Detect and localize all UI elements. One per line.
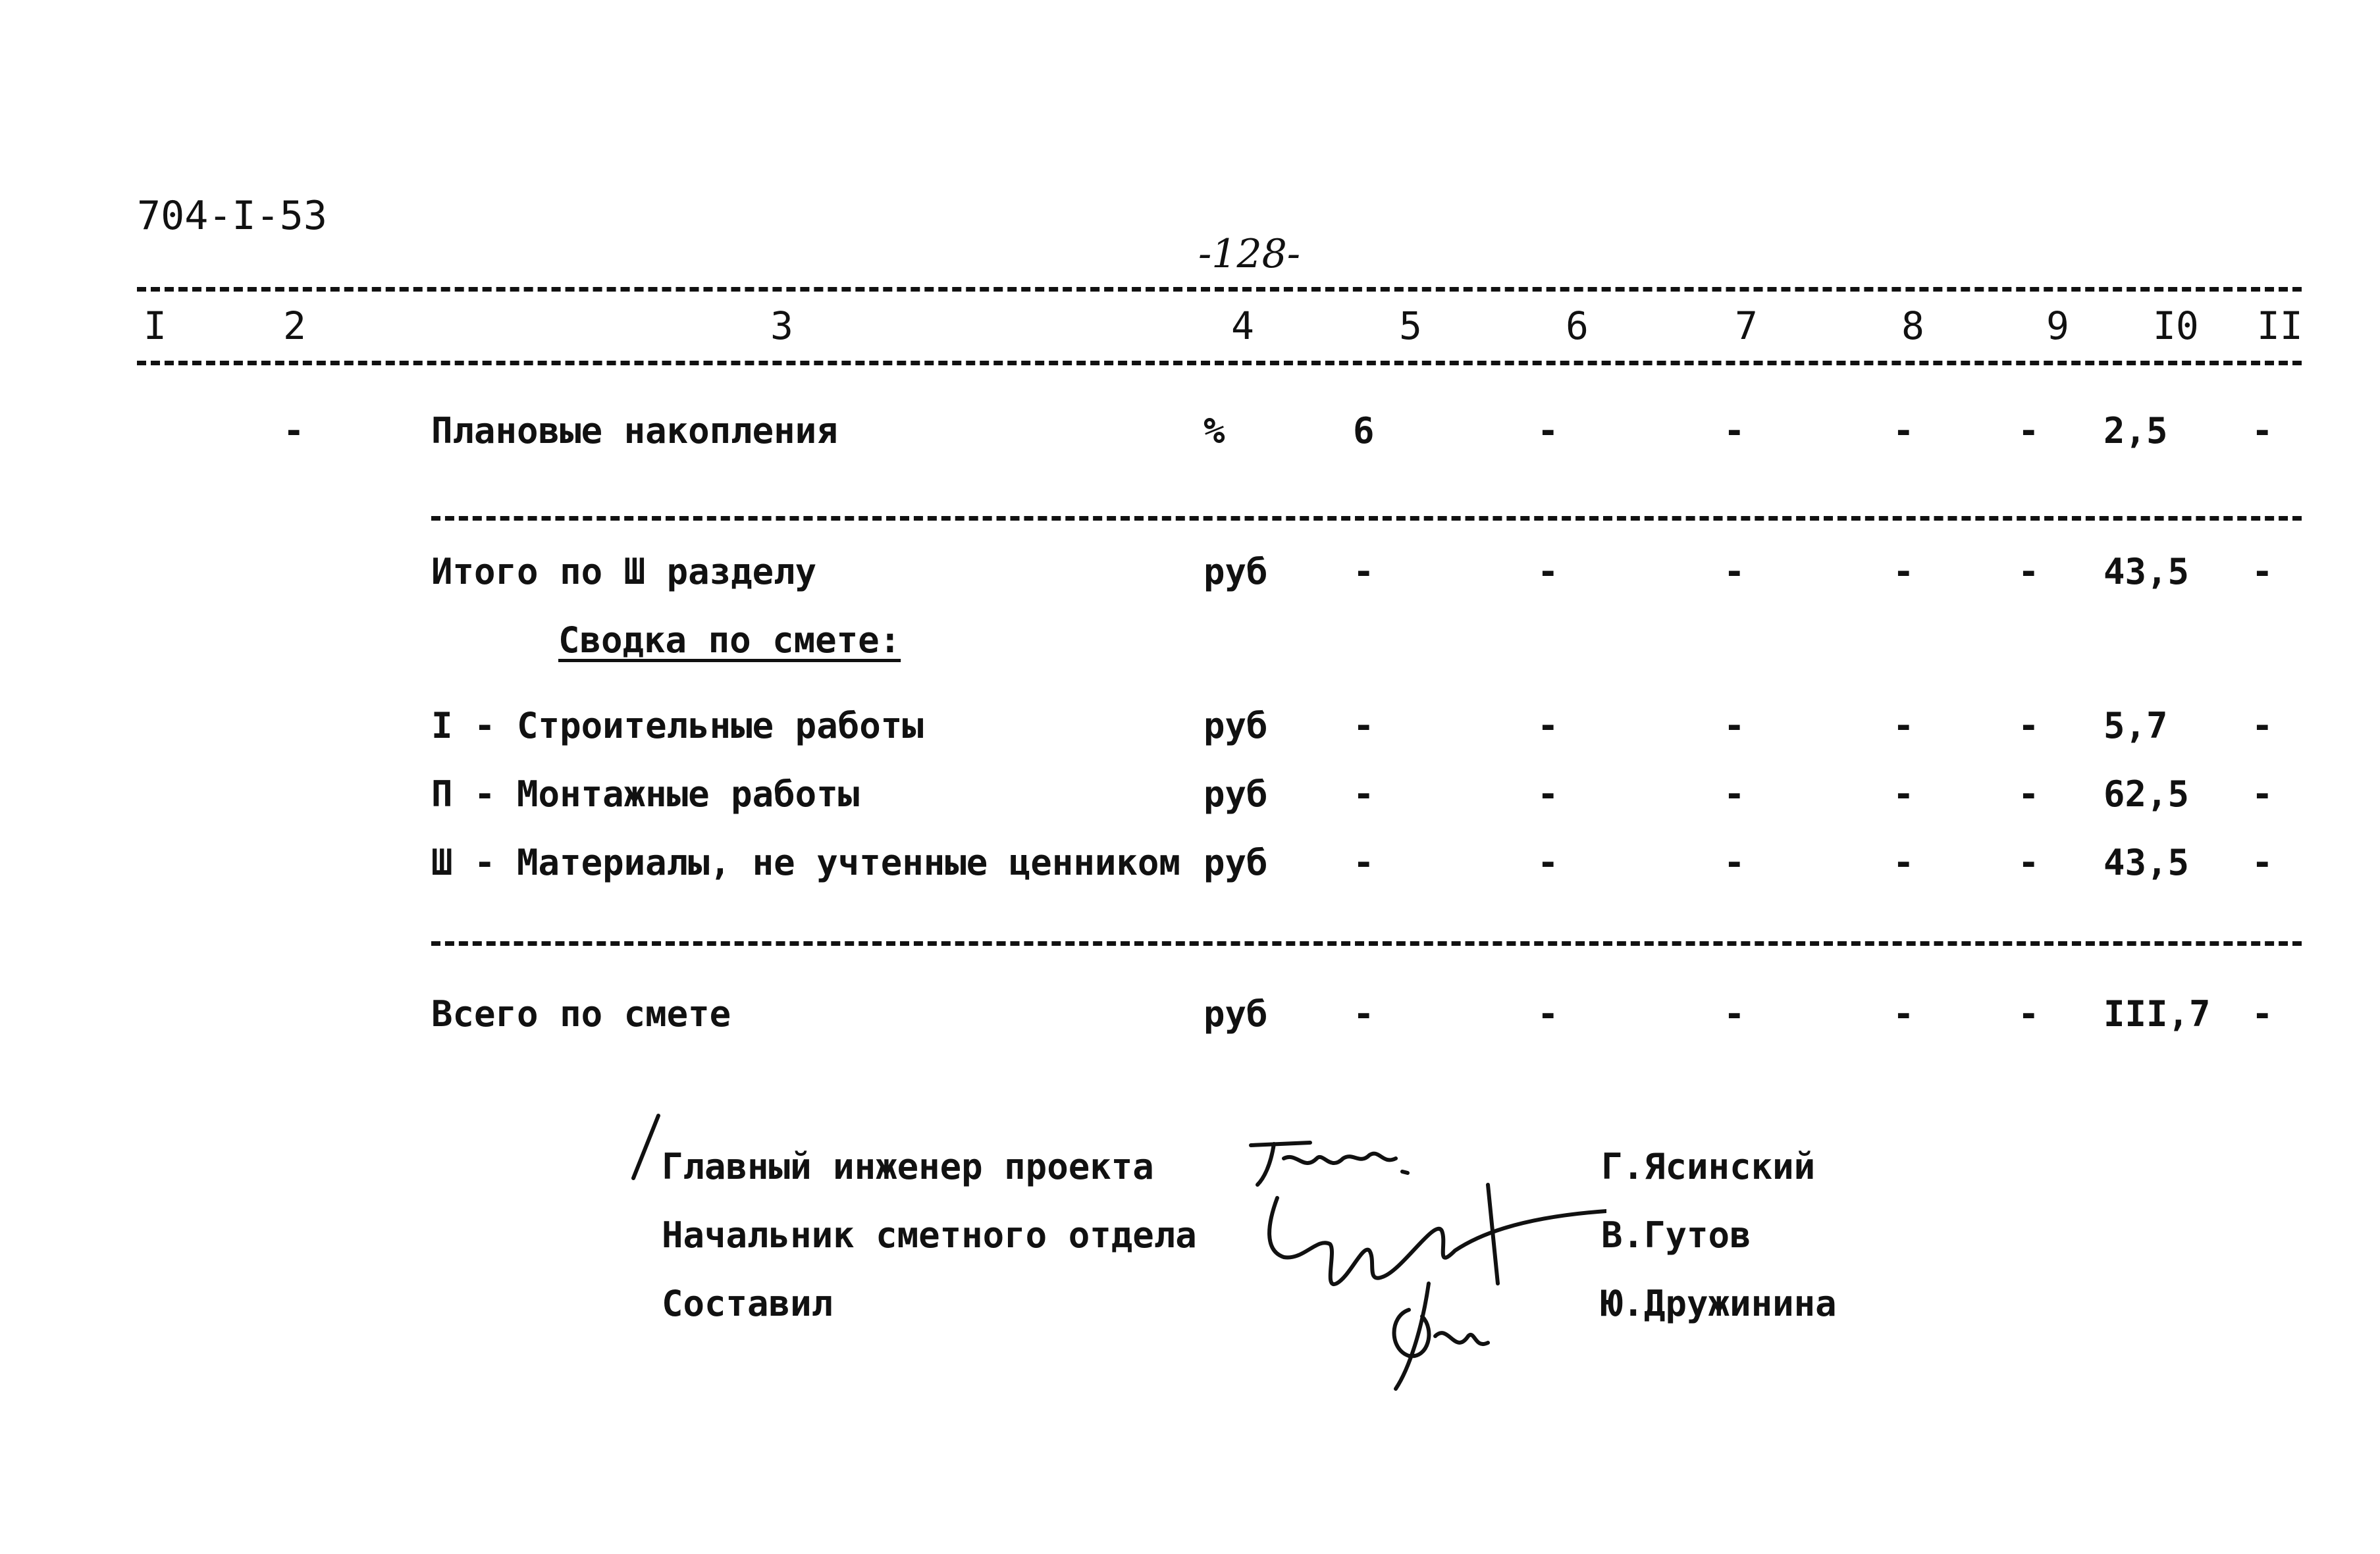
signature-role-chief-engineer: Главный инженер проекта — [662, 1146, 1154, 1187]
cell-col6: - — [1537, 705, 1559, 746]
cell-col10: 62,5 — [2103, 773, 2190, 815]
cell-col5: - — [1353, 842, 1375, 883]
signature-name-chief-engineer: Г.Ясинский — [1601, 1146, 1816, 1187]
page-number: -128- — [1198, 231, 1301, 277]
row-name: Ш - Материалы, не учтенные ценником — [431, 842, 1180, 883]
row-unit: руб — [1203, 551, 1268, 592]
cell-col11: - — [2252, 705, 2273, 746]
cell-col9: - — [2018, 410, 2040, 452]
cell-col11: - — [2252, 551, 2273, 592]
cell-col6: - — [1537, 842, 1559, 883]
cell-col10: 5,7 — [2103, 705, 2168, 746]
cell-col8: - — [1893, 842, 1915, 883]
cell-col11: - — [2252, 993, 2273, 1035]
cell-col8: - — [1893, 551, 1915, 592]
header-bottom-rule — [137, 361, 2302, 365]
row-name: Итого по Ш разделу — [431, 551, 817, 592]
row-unit: руб — [1203, 705, 1268, 746]
document-code: 704-I-53 — [137, 193, 327, 239]
cell-col7: - — [1724, 993, 1745, 1035]
header-col-5: 5 — [1399, 303, 1422, 348]
cell-col11: - — [2252, 410, 2273, 452]
cell-col9: - — [2018, 993, 2040, 1035]
header-col-3: 3 — [770, 303, 793, 348]
cell-col9: - — [2018, 705, 2040, 746]
row-unit: руб — [1203, 993, 1268, 1035]
summary-title: Сводка по смете: — [558, 619, 901, 661]
cell-col5: - — [1353, 773, 1375, 815]
cell-col11: - — [2252, 842, 2273, 883]
header-col-4: 4 — [1231, 303, 1254, 348]
header-col-6: 6 — [1566, 303, 1589, 348]
row-unit: руб — [1203, 773, 1268, 815]
header-col-2: 2 — [283, 303, 306, 348]
cell-col11: - — [2252, 773, 2273, 815]
row-name: Всего по смете — [431, 993, 731, 1035]
header-top-rule — [137, 287, 2302, 292]
signature-name-compiler: Ю.Дружинина — [1601, 1283, 1837, 1324]
cell-col7: - — [1724, 773, 1745, 815]
grand-total-rule — [431, 941, 2302, 946]
signature-name-estimates-head: В.Гутов — [1601, 1214, 1751, 1256]
handwritten-signatures — [1238, 1119, 1606, 1395]
row-name: Плановые накопления — [431, 410, 838, 452]
cell-col6: - — [1537, 410, 1559, 452]
cell-col6: - — [1537, 773, 1559, 815]
signature-role-estimates-head: Начальник сметного отдела — [662, 1214, 1197, 1256]
cell-col8: - — [1893, 705, 1915, 746]
subtotal-rule — [431, 516, 2302, 521]
cell-col2: - — [283, 410, 305, 452]
header-col-9: 9 — [2046, 303, 2069, 348]
cell-col5: - — [1353, 993, 1375, 1035]
header-col-8: 8 — [1901, 303, 1924, 348]
cell-col10: 43,5 — [2103, 551, 2190, 592]
row-unit: руб — [1203, 842, 1268, 883]
cell-col8: - — [1893, 410, 1915, 452]
header-col-1: I — [144, 303, 167, 348]
slash-mark — [625, 1112, 665, 1185]
cell-col10: 43,5 — [2103, 842, 2190, 883]
header-col-7: 7 — [1735, 303, 1758, 348]
cell-col5: - — [1353, 551, 1375, 592]
cell-col7: - — [1724, 705, 1745, 746]
cell-col5: - — [1353, 705, 1375, 746]
cell-col8: - — [1893, 993, 1915, 1035]
cell-col9: - — [2018, 773, 2040, 815]
cell-col7: - — [1724, 551, 1745, 592]
cell-col6: - — [1537, 993, 1559, 1035]
cell-col5: 6 — [1353, 410, 1375, 452]
cell-col6: - — [1537, 551, 1559, 592]
row-name: I - Строительные работы — [431, 705, 924, 746]
signature-role-compiler: Составил — [662, 1283, 833, 1324]
row-name: П - Монтажные работы — [431, 773, 860, 815]
cell-col10: III,7 — [2103, 993, 2211, 1035]
header-col-11: II — [2257, 303, 2303, 348]
cell-col7: - — [1724, 842, 1745, 883]
cell-col8: - — [1893, 773, 1915, 815]
cell-col10: 2,5 — [2103, 410, 2168, 452]
cell-col9: - — [2018, 842, 2040, 883]
row-unit: % — [1203, 410, 1225, 452]
cell-col7: - — [1724, 410, 1745, 452]
header-col-10: I0 — [2153, 303, 2199, 348]
cell-col9: - — [2018, 551, 2040, 592]
